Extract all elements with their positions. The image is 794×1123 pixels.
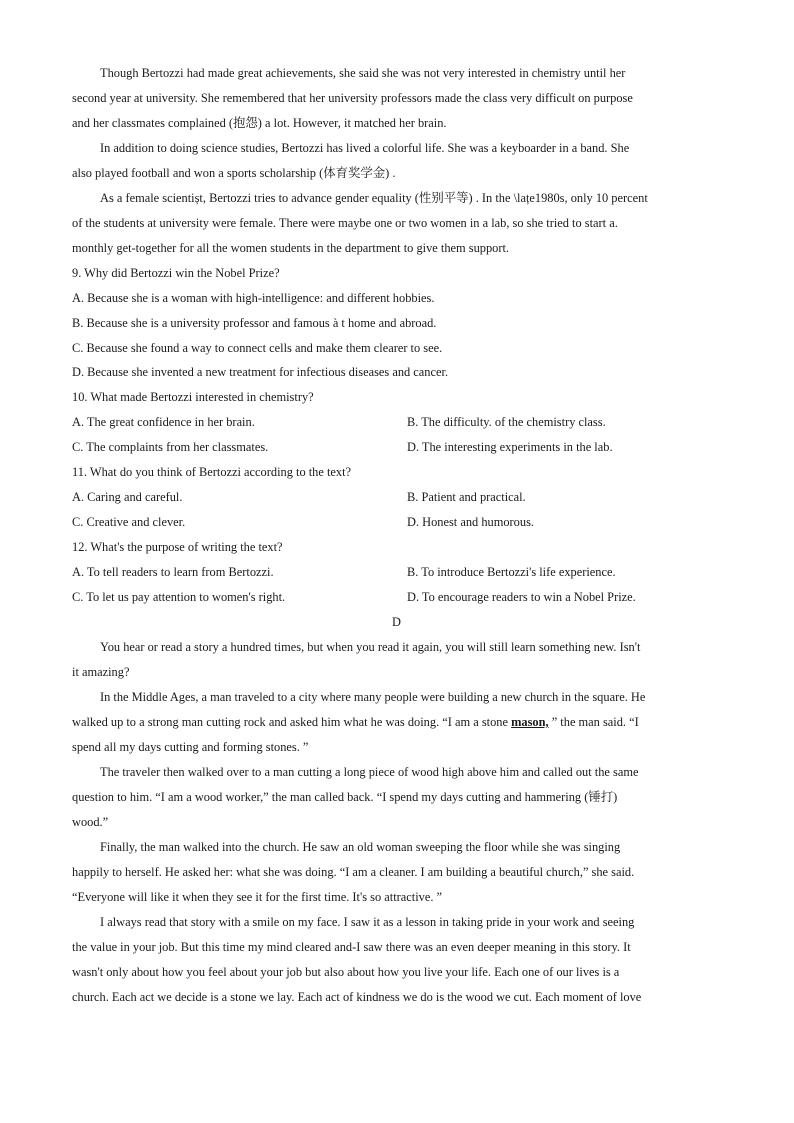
option-d: D. Honest and humorous. [407, 515, 534, 529]
paragraph-line: the value in your job. But this time my mind cleared and-I saw there was an even deeper meaning in this story. It [72, 940, 631, 954]
question-stem: 10. What made Bertozzi interested in chemistry? [72, 390, 314, 404]
option-b: B. The difficulty. of the chemistry class. [407, 415, 606, 429]
option-d: D. Because she invented a new treatment for infectious diseases and cancer. [72, 365, 449, 379]
option-a: A. Caring and careful. [72, 490, 183, 504]
option-a: A. To tell readers to learn from Bertozzi. [72, 565, 274, 579]
option-c: C. To let us pay attention to women's right. [72, 590, 286, 604]
option-a: A. The great confidence in her brain. [72, 415, 255, 429]
paragraph-line: monthly get-together for all the women students in the department to give them support. [72, 241, 510, 255]
paragraph-line: second year at university. She remembered that her university professors made the class very difficult on purpose [72, 91, 633, 105]
paragraph-line: Finally, the man walked into the church. He saw an old woman sweeping the floor while she was singing [100, 840, 621, 854]
option-c: C. The complaints from her classmates. [72, 440, 269, 454]
question-stem: 9. Why did Bertozzi win the Nobel Prize? [72, 266, 280, 280]
paragraph-line: Though Bertozzi had made great achievements, she said she was not very interested in chemistry until her [100, 66, 626, 80]
underlined-word: mason, [511, 715, 549, 729]
paragraph-line: As a female scientișt, Bertozzi tries to advance gender equality (性别平等) . In the \lațe1980s, only 10 percent [100, 191, 648, 205]
paragraph-line: of the students at university were female. There were maybe one or two women in a lab, so she tried to start a. [72, 216, 618, 230]
section-heading: D [392, 615, 401, 629]
paragraph-line: happily to herself. He asked her: what she was doing. “I am a cleaner. I am building a beautiful church,” she said. [72, 865, 635, 879]
paragraph-line: In the Middle Ages, a man traveled to a city where many people were building a new church in the square. He [100, 690, 646, 704]
option-a: A. Because she is a woman with high-intelligence: and different hobbies. [72, 291, 435, 305]
paragraph-line: church. Each act we decide is a stone we lay. Each act of kindness we do is the wood we cut. Each moment of love [72, 990, 642, 1004]
paragraph-line: “Everyone will like it when they see it for the first time. It's so attractive. ” [72, 890, 443, 904]
paragraph-line: You hear or read a story a hundred times, but when you read it again, you will still learn something new. Isn't [100, 640, 641, 654]
paragraph-line: and her classmates complained (抱怨) a lot. However, it matched her brain. [72, 116, 447, 130]
paragraph-line: question to him. “I am a wood worker,” the man called back. “I spend my days cutting and hammering (锤打) [72, 790, 618, 804]
option-b: B. To introduce Bertozzi's life experience. [407, 565, 616, 579]
option-b: B. Patient and practical. [407, 490, 526, 504]
option-d: D. To encourage readers to win a Nobel Prize. [407, 590, 636, 604]
option-c: C. Creative and clever. [72, 515, 186, 529]
paragraph-line: wasn't only about how you feel about your job but also about how you live your life. Each one of our lives is a [72, 965, 620, 979]
text-segment: walked up to a strong man cutting rock and asked him what he was doing. “I am a stone [72, 715, 512, 729]
option-c: C. Because she found a way to connect cells and make them clearer to see. [72, 341, 443, 355]
paragraph-line: it amazing? [72, 665, 130, 679]
paragraph-line: also played football and won a sports scholarship (体育奖学金) . [72, 166, 396, 180]
option-b: B. Because she is a university professor and famous à t home and abroad. [72, 316, 437, 330]
option-d: D. The interesting experiments in the lab. [407, 440, 613, 454]
paragraph-line: The traveler then walked over to a man cutting a long piece of wood high above him and called out the same [100, 765, 639, 779]
question-stem: 11. What do you think of Bertozzi according to the text? [72, 465, 352, 479]
question-stem: 12. What's the purpose of writing the text? [72, 540, 283, 554]
paragraph-line [72, 714, 639, 730]
text-segment: ” the man said. “I [548, 715, 639, 729]
paragraph-line: wood.” [72, 815, 109, 829]
paragraph-line: In addition to doing science studies, Bertozzi has lived a colorful life. She was a keyboarder in a band. She [100, 141, 630, 155]
paragraph-line: spend all my days cutting and forming stones. ” [72, 740, 309, 754]
paragraph-line: I always read that story with a smile on my face. I saw it as a lesson in taking pride in your work and seeing [100, 915, 635, 929]
